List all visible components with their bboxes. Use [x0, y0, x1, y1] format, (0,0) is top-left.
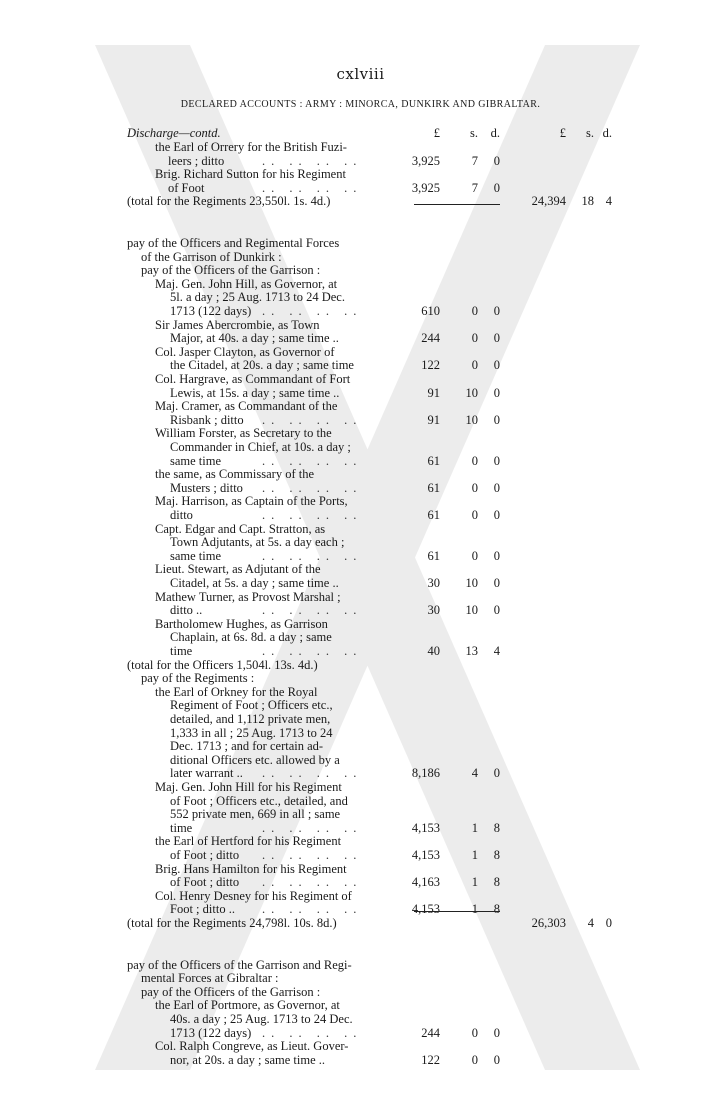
amount-shillings: 0: [471, 358, 478, 373]
ledger-line: [0, 154, 721, 168]
amount-pence: 0: [493, 576, 500, 590]
ledger-line: [0, 467, 721, 481]
amount-pence: 8: [493, 902, 500, 917]
ledger-line: [0, 1012, 721, 1026]
col1-shillings-header: s.: [470, 126, 478, 140]
total-shillings: 18: [581, 194, 594, 209]
entry-text: pay of the Officers of the Garrison and Regi-: [127, 957, 352, 972]
amount-shillings: 0: [471, 548, 478, 563]
entry-text: Maj. Cramer, as Commandant of the: [155, 399, 338, 414]
entry-text: the Earl of Orkney for the Royal: [155, 684, 318, 699]
entry-text: the Citadel, at 20s. a day ; same time: [170, 358, 354, 373]
amount-pounds: 244: [421, 331, 440, 346]
ledger-line: [0, 167, 721, 181]
amount-pence: 8: [493, 848, 500, 862]
col1-pence-header: d.: [490, 126, 500, 140]
entry-text: nor, at 20s. a day ; same time ..: [170, 1052, 326, 1067]
col2-pence-header: d.: [602, 126, 612, 140]
dot-leader: .. .. .. ..: [262, 644, 363, 658]
entry-text: Capt. Edgar and Capt. Stratton, as: [155, 521, 326, 536]
ledger-line: [0, 318, 721, 332]
dot-leader: .. .. .. ..: [262, 480, 363, 495]
amount-shillings: 0: [471, 508, 478, 522]
amount-pence: 0: [493, 180, 500, 195]
amount-pounds: 610: [421, 304, 440, 318]
dot-leader: .. .. .. ..: [262, 412, 363, 427]
amount-pence: 0: [493, 153, 500, 168]
ledger-line: [0, 440, 721, 454]
dot-leader: .. .. .. ..: [262, 180, 363, 195]
amount-pounds: 61: [427, 548, 440, 563]
amount-pence: 0: [493, 766, 500, 781]
entry-text: same time: [170, 548, 222, 563]
ledger-line: [0, 794, 721, 808]
ledger-line: [0, 821, 721, 835]
ledger-line: [0, 712, 721, 726]
entry-text: ditional Officers etc. allowed by a: [170, 752, 340, 767]
entry-text: leers ; ditto: [168, 153, 225, 168]
entry-text: detailed, and 1,112 private men,: [170, 712, 331, 726]
ledger-line: [0, 413, 721, 427]
amount-pence: 0: [493, 480, 500, 495]
ledger-line: [0, 739, 721, 753]
col1-pounds-header: £: [433, 126, 440, 140]
amount-pounds: 91: [427, 412, 440, 427]
total-pounds: 26,303: [531, 916, 566, 930]
entry-text: Dec. 1713 ; and for certain ad-: [170, 739, 324, 754]
ledger-line: [0, 875, 721, 889]
dot-leader: .. .. .. ..: [262, 603, 363, 618]
dot-leader: .. .. .. ..: [262, 875, 363, 890]
col2-shillings-header: s.: [586, 126, 594, 140]
entry-text: pay of the Officers of the Garrison :: [141, 263, 321, 278]
amount-shillings: 10: [465, 603, 478, 618]
ledger-line: [0, 807, 721, 821]
ledger-line: [0, 780, 721, 794]
amount-pence: 0: [493, 453, 500, 468]
ledger-line: [0, 194, 721, 208]
ledger-line: [0, 971, 721, 985]
ledger-line: [0, 698, 721, 712]
amount-pounds: 91: [427, 385, 440, 400]
entry-text: Citadel, at 5s. a day ; same time ..: [170, 576, 339, 590]
entry-text: the Earl of Hertford for his Regiment: [155, 834, 342, 849]
entry-text: Risbank ; ditto: [170, 412, 244, 427]
entry-text: the Earl of Portmore, as Governor, at: [155, 998, 340, 1013]
entry-text: later warrant ..: [170, 766, 243, 781]
running-head: DECLARED ACCOUNTS : ARMY : MINORCA, DUNKIRK AND GIBRALTAR.: [180, 99, 541, 110]
entry-text: 1713 (122 days): [170, 1025, 252, 1040]
ledger-line: [0, 263, 721, 277]
ledger-line: [0, 140, 721, 154]
ledger-line: [0, 345, 721, 359]
amount-pounds: 244: [421, 1025, 440, 1040]
amount-pence: 0: [493, 603, 500, 618]
dot-leader: .. .. .. ..: [262, 1025, 363, 1040]
entry-text: 5l. a day ; 25 Aug. 1713 to 24 Dec.: [170, 290, 345, 305]
ledger-line: [0, 902, 721, 916]
ledger-line: [0, 1039, 721, 1053]
amount-pounds: 61: [427, 453, 440, 468]
total-shillings: 4: [587, 916, 594, 930]
entry-text: 1713 (122 days): [170, 304, 252, 318]
amount-shillings: 0: [471, 304, 478, 318]
ledger-line: [0, 535, 721, 549]
amount-shillings: 1: [471, 875, 478, 890]
ledger-line: [0, 617, 721, 631]
entry-text: Brig. Hans Hamilton for his Regiment: [155, 861, 347, 876]
ledger-line: [0, 236, 721, 250]
amount-shillings: 13: [465, 644, 478, 658]
ledger-line: [0, 603, 721, 617]
amount-pounds: 40: [427, 644, 440, 658]
amount-pounds: 3,925: [411, 180, 440, 195]
entry-text: Lieut. Stewart, as Adjutant of the: [155, 562, 321, 577]
ledger-line: [0, 985, 721, 999]
amount-pence: 0: [493, 1025, 500, 1040]
ledger-line: [0, 644, 721, 658]
amount-shillings: 0: [471, 331, 478, 346]
amount-pounds: 61: [427, 508, 440, 522]
entry-text: of Foot ; ditto: [170, 875, 240, 890]
entry-text: 40s. a day ; 25 Aug. 1713 to 24 Dec.: [170, 1012, 353, 1026]
page-number: cxlviii: [336, 65, 385, 83]
ledger-line: [0, 1026, 721, 1040]
dot-leader: .. .. .. ..: [262, 820, 363, 835]
entry-text: pay of the Officers and Regimental Forces: [127, 236, 340, 250]
entry-text: 552 private men, 669 in all ; same: [170, 807, 341, 822]
dot-leader: .. .. .. ..: [262, 304, 363, 318]
discharge-label: Discharge—contd.: [127, 126, 221, 140]
entry-text: of Foot: [168, 180, 205, 195]
ledger-line: [0, 1053, 721, 1067]
amount-pence: 4: [493, 644, 500, 658]
entry-text: of Foot ; ditto: [170, 848, 240, 862]
entry-text: mental Forces at Gibraltar :: [141, 971, 279, 986]
ledger-line: [0, 590, 721, 604]
dot-leader: .. .. .. ..: [262, 766, 363, 781]
ledger-line: [0, 658, 721, 672]
ledger-line: [0, 358, 721, 372]
entry-text: Foot ; ditto ..: [170, 902, 235, 917]
entry-text: Town Adjutants, at 5s. a day each ;: [170, 535, 345, 550]
amount-shillings: 1: [471, 820, 478, 835]
entry-text: time: [170, 820, 193, 835]
entry-text: of Foot ; Officers etc., detailed, and: [170, 793, 348, 808]
entry-text: Col. Jasper Clayton, as Governor of: [155, 344, 335, 359]
ledger-line: [0, 848, 721, 862]
ledger-line: [0, 671, 721, 685]
amount-shillings: 10: [465, 412, 478, 427]
entry-text: ditto: [170, 508, 193, 522]
ledger-line: [0, 576, 721, 590]
amount-shillings: 0: [471, 453, 478, 468]
entry-text: William Forster, as Secretary to the: [155, 426, 332, 441]
ledger-line: [0, 372, 721, 386]
amount-pence: 0: [493, 331, 500, 346]
entry-text: Brig. Richard Sutton for his Regiment: [155, 167, 346, 182]
ledger-line: [0, 277, 721, 291]
ledger-line: [0, 250, 721, 264]
amount-pence: 0: [493, 548, 500, 563]
amount-pounds: 4,153: [411, 902, 440, 917]
ledger-line: [0, 834, 721, 848]
amount-shillings: 10: [465, 385, 478, 400]
ledger-line: [0, 426, 721, 440]
ledger-line: [0, 386, 721, 400]
dot-leader: .. .. .. ..: [262, 848, 363, 862]
entry-text: the same, as Commissary of the: [155, 467, 314, 482]
entry-text: pay of the Officers of the Garrison :: [141, 984, 321, 999]
entry-text: of the Garrison of Dunkirk :: [141, 249, 282, 264]
amount-pounds: 122: [421, 1052, 440, 1067]
entry-text: Major, at 40s. a day ; same time ..: [170, 331, 339, 346]
amount-shillings: 7: [471, 153, 478, 168]
dot-leader: .. .. .. ..: [262, 548, 363, 563]
amount-pounds: 30: [427, 603, 440, 618]
ledger-line: [0, 290, 721, 304]
amount-pounds: 4,153: [411, 820, 440, 835]
amount-shillings: 10: [465, 576, 478, 590]
subtotal-rule: [414, 911, 500, 912]
entry-text: Maj. Gen. John Hill, as Governor, at: [155, 276, 338, 291]
col2-pounds-header: £: [559, 126, 566, 140]
entry-text: Chaplain, at 6s. 8d. a day ; same: [170, 630, 332, 645]
ledger-line: [0, 454, 721, 468]
dot-leader: .. .. .. ..: [262, 453, 363, 468]
ledger-line: [0, 889, 721, 903]
entry-text: (total for the Regiments 23,550l. 1s. 4d.): [127, 194, 331, 209]
ledger-line: [0, 481, 721, 495]
entry-text: 1,333 in all ; 25 Aug. 1713 to 24: [170, 725, 333, 740]
amount-pence: 0: [493, 385, 500, 400]
amount-shillings: 1: [471, 902, 478, 917]
dot-leader: .. .. .. ..: [262, 508, 363, 522]
ledger-line: [0, 399, 721, 413]
entry-text: Commander in Chief, at 10s. a day ;: [170, 440, 351, 454]
entry-text: (total for the Regiments 24,798l. 10s. 8d.): [127, 916, 337, 930]
amount-shillings: 4: [471, 766, 478, 781]
entry-text: Sir James Abercrombie, as Town: [155, 317, 320, 332]
ledger-line: [0, 998, 721, 1012]
entry-text: Col. Henry Desney for his Regiment of: [155, 888, 352, 903]
entry-text: Mathew Turner, as Provost Marshal ;: [155, 589, 341, 604]
ledger-line: [0, 685, 721, 699]
subtotal-rule: [414, 204, 500, 205]
total-pounds: 24,394: [531, 194, 566, 209]
amount-pence: 8: [493, 820, 500, 835]
entry-text: time: [170, 644, 193, 658]
entry-text: Maj. Gen. John Hill for his Regiment: [155, 780, 342, 794]
amount-shillings: 0: [471, 480, 478, 495]
ledger-line: [0, 181, 721, 195]
ledger-line: [0, 522, 721, 536]
entry-text: ditto ..: [170, 603, 203, 618]
amount-pence: 0: [493, 412, 500, 427]
amount-shillings: 0: [471, 1052, 478, 1067]
ledger-line: [0, 508, 721, 522]
entry-text: (total for the Officers 1,504l. 13s. 4d.): [127, 657, 318, 672]
amount-pounds: 61: [427, 480, 440, 495]
entry-text: pay of the Regiments :: [141, 671, 255, 686]
amount-pounds: 3,925: [411, 153, 440, 168]
amount-pence: 0: [493, 304, 500, 318]
entry-text: same time: [170, 453, 222, 468]
ledger-line: [0, 331, 721, 345]
dot-leader: .. .. .. ..: [262, 902, 363, 917]
amount-shillings: 1: [471, 848, 478, 862]
total-pence: 0: [605, 916, 612, 930]
entry-text: Regiment of Foot ; Officers etc.,: [170, 698, 333, 713]
entry-text: Lewis, at 15s. a day ; same time ..: [170, 385, 340, 400]
amount-pounds: 8,186: [411, 766, 440, 781]
entry-text: Col. Hargrave, as Commandant of Fort: [155, 372, 351, 386]
ledger-line: [0, 862, 721, 876]
entry-text: the Earl of Orrery for the British Fuzi-: [155, 140, 347, 154]
amount-shillings: 0: [471, 1025, 478, 1040]
ledger-line: [0, 630, 721, 644]
amount-pence: 0: [493, 358, 500, 373]
ledger-line: [0, 766, 721, 780]
ledger-line: [0, 753, 721, 767]
amount-pounds: 4,153: [411, 848, 440, 862]
ledger-line: [0, 726, 721, 740]
ledger-line: [0, 562, 721, 576]
entry-text: Maj. Harrison, as Captain of the Ports,: [155, 494, 348, 509]
total-pence: 4: [605, 194, 612, 209]
entry-text: Musters ; ditto: [170, 480, 243, 495]
ledger-line: [0, 958, 721, 972]
amount-pence: 0: [493, 508, 500, 522]
amount-shillings: 7: [471, 180, 478, 195]
amount-pence: 8: [493, 875, 500, 890]
amount-pounds: 4,163: [411, 875, 440, 890]
dot-leader: .. .. .. ..: [262, 153, 363, 168]
entry-text: Bartholomew Hughes, as Garrison: [155, 616, 328, 631]
amount-pounds: 30: [427, 576, 440, 590]
ledger-line: [0, 549, 721, 563]
amount-pounds: 122: [421, 358, 440, 373]
amount-pence: 0: [493, 1052, 500, 1067]
ledger-line: [0, 494, 721, 508]
entry-text: Col. Ralph Congreve, as Lieut. Gover-: [155, 1039, 349, 1054]
ledger-line: [0, 916, 721, 930]
column-header-row: [0, 126, 721, 140]
ledger-line: [0, 304, 721, 318]
